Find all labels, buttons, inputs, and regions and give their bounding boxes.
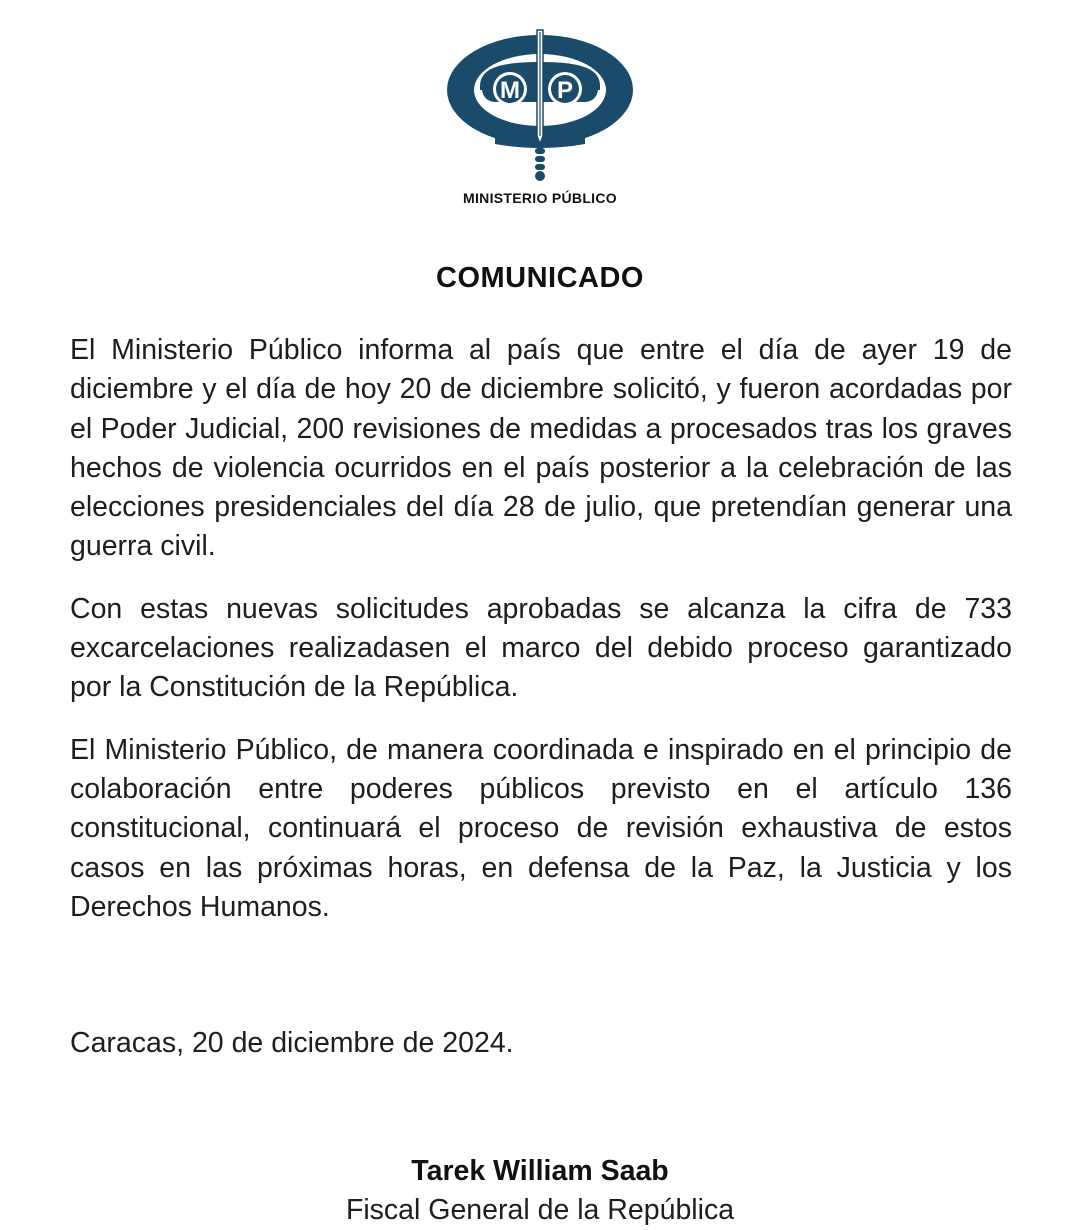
ministerio-publico-logo: [440, 28, 640, 188]
logo-letter-m: M: [500, 77, 520, 104]
signature-block: [0, 1152, 1080, 1230]
paragraph-3: El Ministerio Público, de manera coordinada e inspirado en el principio de colaboración entre poderes públicos previsto en el artículo 136 constitucional, continuará el proceso de revisión exhaustiva de estos casos en las próximas horas, en defensa de la Paz, la Justicia y los Derechos Humanos.: [70, 733, 1012, 923]
document-title: COMUNICADO: [436, 262, 644, 294]
paragraph-1: El Ministerio Público informa al país que entre el día de ayer 19 de diciembre y el día de hoy 20 de diciembre solicitó, y fueron acordadas por el Poder Judicial, 200 revisiones de medidas a procesados tras los graves hechos de violencia ocurridos en el país posterior a la celebración de las elecciones presidenciales del día 28 de julio, que pretendían generar una guerra civil.: [70, 334, 1012, 563]
document-body: [70, 331, 1012, 950]
date-line: Caracas, 20 de diciembre de 2024.: [70, 1027, 514, 1059]
signatory-name: Tarek William Saab: [411, 1155, 669, 1187]
paragraph-2: Con estas nuevas solicitudes aprobadas se alcanza la cifra de 733 excarcelaciones realizadasen el marco del debido proceso garantizado por la Constitución de la República.: [70, 592, 1012, 704]
signatory-title: Fiscal General de la República: [345, 1194, 735, 1226]
logo-caption: MINISTERIO PÚBLICO: [463, 190, 617, 206]
logo-letter-p: P: [556, 77, 574, 104]
